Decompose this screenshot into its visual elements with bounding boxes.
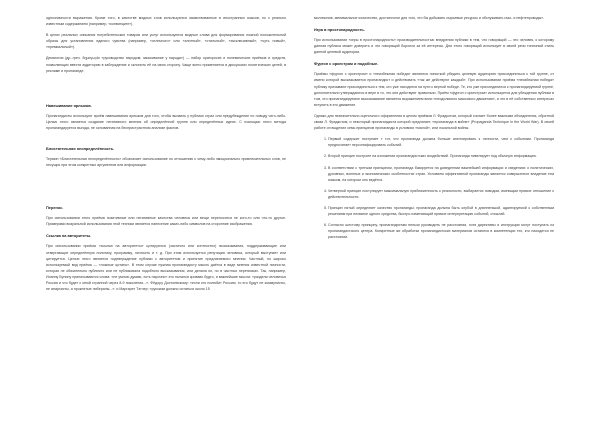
list-item: 2. Второй принцип построен на изложении пропагандистских воздействий. Пропаганда нивелирует под обычную информацию.	[328, 153, 554, 159]
left-column	[46, 15, 286, 297]
paragraph: Демагогия (др.-греч. δημαγωγία «руководство народом; заискивание у народа») — набор ораторских и полемических приёмов и средств, позволяющих ввести аудиторию в заблуждение и склонить её на свою сторону. Чаще всего применяется в дискуссиях политических целей, в рекламе и пропаганде.	[46, 56, 286, 73]
paragraph: В целях реальных описания потребительских товаров или услуг используются модные слова для формирования ложной положительной образы для установления единого чувства (например, «отличного» или «элитный», «стильный», «эксклюзивный», «чуть новый», «премиальный»).	[46, 33, 286, 50]
list-item: 1. Первый содержит поступает т тот, что пропаганда должна больше апеллировать к личности, чем к событиям. Пропаганда предпочитает персонифицировать событий.	[328, 136, 554, 148]
right-column	[314, 15, 554, 245]
numbered-list	[314, 136, 554, 240]
section-heading: Перенос.	[46, 205, 64, 211]
paragraph: однозначности выражения. Кроме того, в качестве модных слов используются заимствованные в иностранных языков, но с реально известным содержанием (например, «конвинцинг»).	[46, 16, 286, 27]
list-item: 5. Принцип пятый определяет качество пропаганды: пропаганда должна быть клубой в длинненькой, адаптируемой к собственным решениям при нехватке одного средства, быстро изменяющий прямое интерпретацию событий, отсылай.	[328, 205, 554, 217]
section-heading: Игра в простонародность.	[314, 27, 365, 33]
spacer	[46, 79, 286, 97]
paragraph: миллионов, минимальное количество, достаточное для того, что бы добывать сырьевые ресурсы и обслуживать газо- и нефтепроводы».	[314, 16, 545, 20]
list-item: 6. Согласно шестому принципу, пропагандистам нельзя руководить не расстоянии, хотя директивы и инструкции могут поступать из пропагандистского центра. Конкретные же обработки пропагандистских материалов остаются в компетенции тех, кто находится не расстоянии.	[328, 222, 554, 240]
section-heading: Фургон с оркестром и подобные.	[314, 61, 379, 67]
paragraph: Приёмы «фургон с оркестром» и «неизбежная победа» являются попыткой убедить целевую аудиторию присоединиться к той группе, от имени которой высказывается пропагандист и действовать «так же действуют каждый». При использовании приёма «неизбежная победа» публику призывают присоединиться к тем, кто уже находится на пути к верной победе. Те, кто уже присоединился к пропагандируемой группе, дополнительно утверждаются в вере в то, что они действуют правильно. Приём «фургон с оркестром» используется для убеждения публики в том, что пропагандируемое высказывание является выражением воли «неодолимого массового движения», и что в её собственных интересах вступить в это движение.	[314, 72, 554, 107]
spacer	[46, 173, 286, 199]
paragraph: При использовании «игры в простонародность» производительностью внедрения публики в тем, что говорящий — это человек, к которому данная публика может доверять и что говорящий боролся за её интересы. Для этого говорящий использует в своей речи типичный стиль данной целевой аудитории.	[314, 38, 554, 55]
spacer	[46, 136, 286, 140]
list-item: 4. Четвертый принцип постулирует максимальную приближенность к реальности, выбирается поводом, имеющим прямое отношение к действительности.	[328, 188, 554, 200]
paragraph: Пропагандисты используют приём навешивания ярлыков для того, чтобы вызвать у публики страх или предубеждение по поводу чего-либо. Целью этого является создание негативного мнения об определённой группе или определённых идеях. С помощью этого метода пропагандируется выгода, не основанная на беспристрастном анализе фактов.	[46, 113, 286, 130]
paragraph: При использовании приёма «ссылка на авторитеты» цитируются (частично или контекстно) высказывания, поддерживающие или отвергающие определённую политику, программу, личность и т. д. При этом используется репутация человека, который выступает или цитируется. Целью этого является подтверждение публики с авторитетом и принятие предлагаемого мнения. Частный, но широко используемый вид приёма — «ложные цитаты». В этом случае нужная пропагандисту мысль даётся в виде мнения известной личности, которая не обязательно публично или не публиковала подобного высказывания, или делала их, но в частных переписках. Так, например, Иоанну Бунину приписываются слова: «не умною думаю, хоть нарочно» это пытался кроваво будто, и важнейшие мысли: «раздели человечья Россия и что будет с мной странной через 8-9 поколения...». Фёдору Достоевскому: «если кто полюбит Россию, то его будут не коммунисты, не анархисты, а проклятые либералы...». и Маргарет Тэтчер: «русским должно остаться около 15	[46, 244, 286, 292]
paragraph: Однако для незначительно оценочного оформления в целом приёмов Л. Фрадкотом, который считает более важными объединения, обратной связи Л. Фрадкотом, и некоторый пропагандиста которой предлагает, «пропаганда в войне» (Propaganda Technique In the World War). В своей работе он выделил семь принципов пропаганды в условиях «малой», или локальной войны:	[314, 113, 554, 131]
paragraph: Термин «Блистательная неопределённость» обозначает использование по отношению к чему-либо эмоционально привлекательных слов, не несущих при этом конкретных аргументов или информации.	[46, 157, 286, 168]
section-heading: Ссылка на авторитеты.	[46, 233, 92, 239]
paragraph: При использовании этого приёма позитивные или негативные качества человека или вещи переносятся не кого-то или что-то другое. Примерами визуальной использования этой техники является нанесение каких-либо символов на сторонние изображения.	[46, 216, 286, 227]
list-item: 3. В соответствии с третьим принципом, пропаганда базируется на доведеннии важнейшей информации и сведениях о политических, духовных, военных и экономических особенностях стран. Условием эффективной пропаганды является совершенное владение тем языком, на котором оно ведётся.	[328, 165, 554, 183]
section-heading: Блистательная неопределённость.	[46, 146, 115, 152]
section-heading: Навешивание ярлыков.	[46, 102, 92, 108]
